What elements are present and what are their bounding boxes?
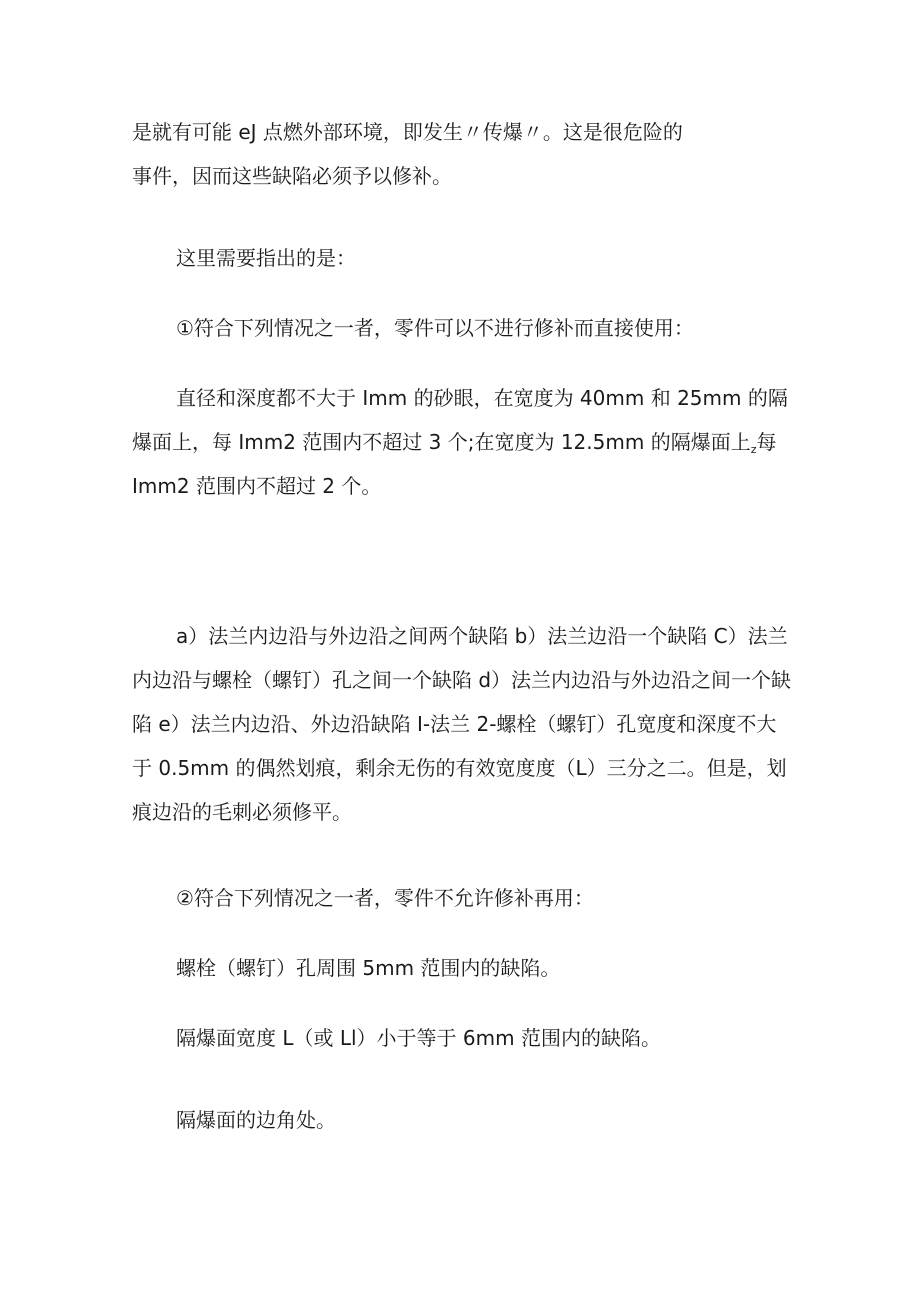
text-line: ①符合下列情况之一者，零件可以不进行修补而直接使用： bbox=[176, 316, 694, 340]
subscript-mark: z bbox=[750, 443, 757, 456]
text-line: 隔爆面宽度 L（或 Ll）小于等于 6mm 范围内的缺陷。 bbox=[176, 1026, 661, 1050]
text-line: 于 0.5mm 的偶然划痕，剩余无伤的有效宽度度（L）三分之二。但是，划 bbox=[132, 756, 787, 780]
paragraph-flange-defects bbox=[132, 614, 792, 834]
text-segment: 每 bbox=[756, 430, 777, 454]
paragraph-condition-1 bbox=[132, 306, 792, 350]
text-line: 这里需要指出的是： bbox=[176, 246, 356, 270]
text-line: 事件，因而这些缺陷必须予以修补。 bbox=[132, 164, 452, 188]
text-line: 隔爆面的边角处。 bbox=[176, 1108, 336, 1132]
paragraph-bolt-hole-defects bbox=[132, 946, 792, 990]
text-line: 螺栓（螺钉）孔周围 5mm 范围内的缺陷。 bbox=[176, 956, 561, 980]
text-line: 内边沿与螺栓（螺钉）孔之间一个缺陷 d）法兰内边沿与外边沿之间一个缺 bbox=[132, 668, 792, 692]
paragraph-note-intro bbox=[132, 236, 792, 280]
text-line: 陷 e）法兰内边沿、外边沿缺陷 I-法兰 2-螺栓（螺钉）孔宽度和深度不大 bbox=[132, 712, 777, 736]
text-line bbox=[132, 420, 792, 464]
text-line: 痕边沿的毛刺必须修平。 bbox=[132, 800, 352, 824]
text-segment: 爆面上，每 Imm2 范围内不超过 3 个;在宽度为 12.5mm 的隔爆面上 bbox=[132, 430, 751, 454]
paragraph-width-defects bbox=[132, 1016, 792, 1060]
text-line: 是就有可能 eJ 点燃外部环境，即发生〃传爆〃。这是很危险的 bbox=[132, 120, 683, 144]
text-line: ②符合下列情况之一者，零件不允许修补再用： bbox=[176, 886, 594, 910]
paragraph-sand-holes bbox=[132, 376, 792, 508]
paragraph-ignition-risk bbox=[132, 110, 792, 198]
text-line: Imm2 范围内不超过 2 个。 bbox=[132, 474, 382, 498]
paragraph-condition-2 bbox=[132, 876, 792, 920]
text-line: 直径和深度都不大于 Imm 的砂眼，在宽度为 40mm 和 25mm 的隔 bbox=[176, 386, 788, 410]
text-line: a）法兰内边沿与外边沿之间两个缺陷 b）法兰边沿一个缺陷 C）法兰 bbox=[176, 624, 788, 648]
paragraph-corner-defects bbox=[132, 1098, 792, 1142]
